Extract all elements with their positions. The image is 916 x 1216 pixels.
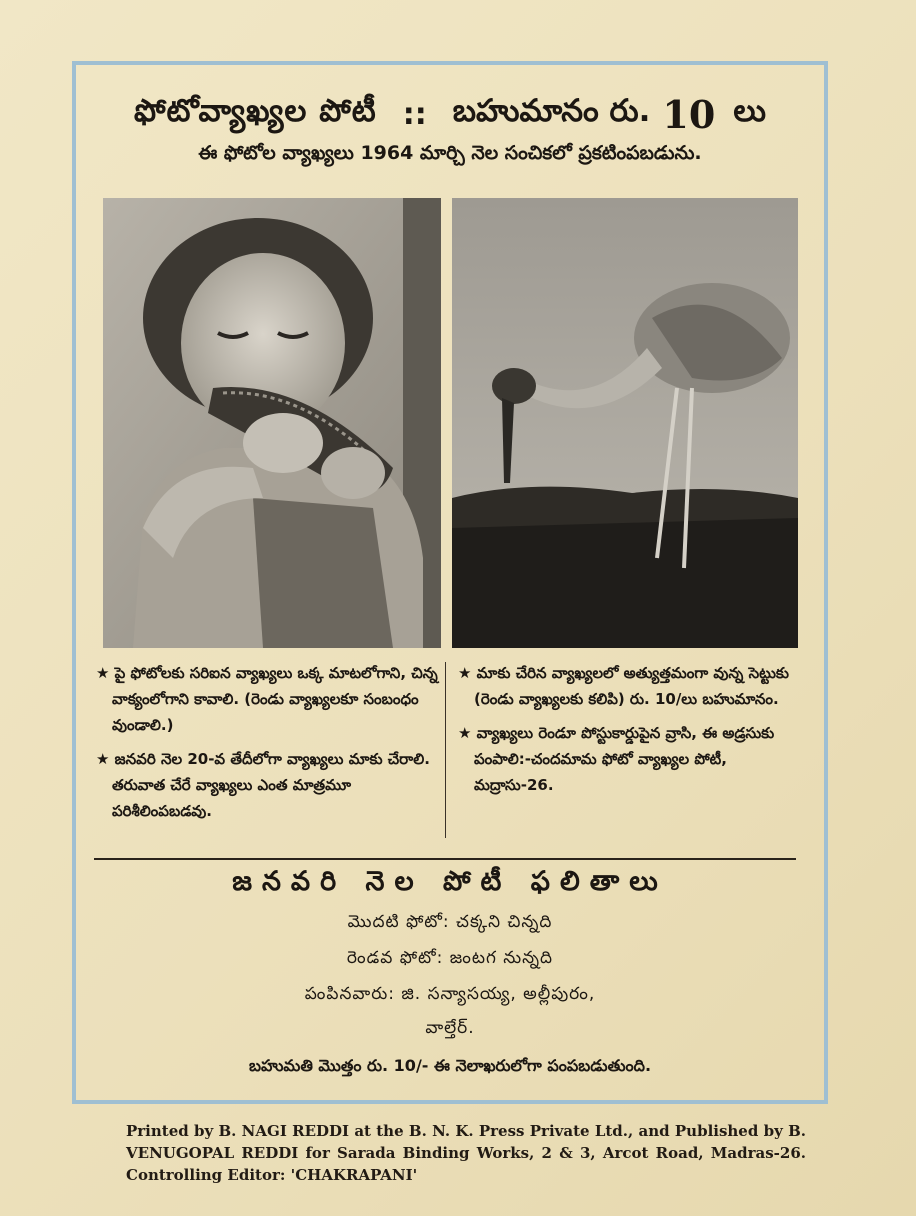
prize-label: బహుమానం రు. <box>452 92 651 129</box>
results-title: జనవరి నెల పోటీ ఫలితాలు <box>232 866 668 897</box>
contest-subtitle: ఈ ఫోటోల వ్యాఖ్యలు 1964 మార్చి నెల సంచికలో ప్రకటింపబడును. <box>198 142 702 164</box>
sender-place: వాల్తేర్. <box>425 1018 475 1038</box>
crane-bird-photo <box>452 198 798 648</box>
rules-right-column <box>458 660 798 806</box>
prize-suffix: లు <box>733 92 767 129</box>
column-divider <box>445 662 446 838</box>
rule-item: ★ మాకు చేరిన వ్యాఖ్యలలో అత్యుత్తమంగా వున్న సెట్టుకు (రెండు వ్యాఖ్యలకు కలిపి) రు. 10/లు బహుమానం. <box>458 664 789 708</box>
rules-left-column <box>96 660 438 832</box>
crane-photo-icon <box>452 198 798 648</box>
title-separator: :: <box>402 96 427 132</box>
prize-amount: 10 <box>662 91 716 137</box>
rule-item: ★ పై ఫోటోలకు సరిఐన వ్యాఖ్యలు ఒక్క మాటలోగాని, చిన్న వాక్యంలోగాని కావాలి. (రెండు వ్యాఖ్యలకూ సంబంధం వుండాలి.) <box>96 664 438 734</box>
contest-header <box>96 86 804 142</box>
first-photo-result: మొదటి ఫోటో: చక్కని చిన్నది <box>347 912 553 932</box>
contest-title: ఫోటోవ్యాఖ్యల పోటీ <box>133 92 377 129</box>
child-eating-corn-photo <box>103 198 441 648</box>
child-photo-icon <box>103 198 441 648</box>
sender-name: పంపినవారు: జి. సన్యాసయ్య, అల్లీపురం, <box>304 984 596 1004</box>
rule-item: ★ వ్యాఖ్యలు రెండూ పోస్టుకార్డుపైన వ్రాసి, ఈ అడ్రసుకు పంపాలి:-చందమామ ఫోటో వ్యాఖ్యల పోటీ, మద్రాసు-26. <box>458 724 775 794</box>
section-divider <box>94 858 796 860</box>
prize-note: బహుమతి మొత్తం రు. 10/- ఈ నెలాఖరులోగా పంపబడుతుంది. <box>248 1056 652 1075</box>
rule-item: ★ జనవరి నెల 20-వ తేదీలోగా వ్యాఖ్యలు మాకు చేరాలి. తరువాత చేరే వ్యాఖ్యలు ఎంత మాత్రమూ పరిశీలింపబడవు. <box>96 750 430 820</box>
printer-imprint: Printed by B. NAGI REDDI at the B. N. K. Press Private Ltd., and Published by B. VENUGOPAL REDDI for Sarada Binding Works, 2 & 3, Arcot Road, Madras-26. Controlling Editor: 'CHAKRAPANI' <box>126 1122 806 1184</box>
second-photo-result: రెండవ ఫోటో: జంటగ నున్నది <box>346 948 554 968</box>
